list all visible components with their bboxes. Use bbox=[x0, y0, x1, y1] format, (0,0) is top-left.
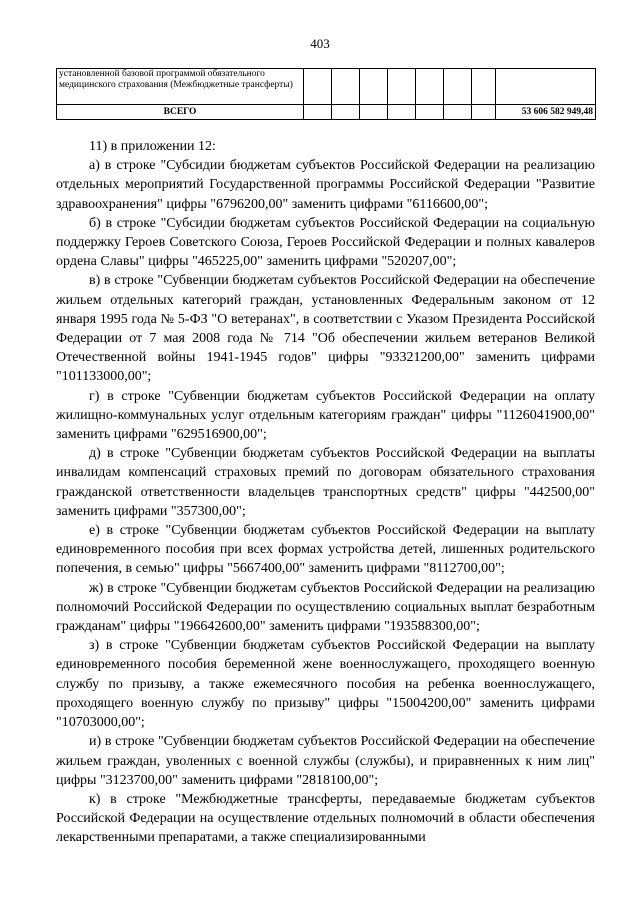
total-value: 53 606 582 949,48 bbox=[496, 105, 596, 120]
table-cell bbox=[388, 105, 416, 120]
table-cell bbox=[472, 105, 496, 120]
page-number: 403 bbox=[310, 36, 330, 51]
table-cell bbox=[304, 105, 332, 120]
table-cell bbox=[444, 105, 472, 120]
amendment-item: д) в строке "Субвенции бюджетам субъектов Российской Федерации на выплаты инвалидам компенсаций страховых премий по договорам обязательного страхования гражданской ответственности владельцев транспортных средств" цифры "442500,00" заменить цифрами "357300,00"; bbox=[56, 446, 595, 519]
amendment-item: б) в строке "Субсидии бюджетам субъектов Российской Федерации на социальную поддержку Героев Советского Союза, Героев Российской Федерации и полных кавалеров ордена Славы" цифры "465225,00" заменить цифрами "520207,00"; bbox=[56, 215, 595, 270]
table-cell bbox=[444, 69, 472, 105]
amendment-item: а) в строке "Субсидии бюджетам субъектов Российской Федерации на реализацию отдельных мероприятий Государственной программы Российской Федерации "Развитие здравоохранения" цифры "6796200,00" заменить цифрами "6116600,00"; bbox=[56, 158, 595, 212]
table-cell bbox=[416, 105, 444, 120]
table-cell bbox=[332, 69, 360, 105]
amendment-item: ж) в строке "Субвенции бюджетам субъектов Российской Федерации на реализацию полномочий Российской Федерации по осуществлению социальных выплат безработным гражданам" цифры "196642600,00" заменить цифрами "193588300,00"; bbox=[56, 580, 595, 635]
total-label: ВСЕГО bbox=[57, 105, 304, 120]
table-row-total bbox=[57, 105, 596, 120]
table-cell bbox=[496, 69, 596, 105]
table-cell bbox=[304, 69, 332, 105]
row-label: установленной базовой программой обязательного медицинского страхования (Межбюджетные трансферты) bbox=[57, 69, 304, 105]
amendment-item: в) в строке "Субвенции бюджетам субъектов Российской Федерации на обеспечение жильем отдельных категорий граждан, установленных Федеральным законом от 12 января 1995 года № 5-ФЗ "О ветеранах", в соответствии с Указом Президента Российской Федерации от 7 мая 2008 года № 714 "Об обеспечении жильем ветеранов Великой Отечественной войны 1941-1945 годов" цифры "93321200,00" заменить цифрами "101133000,00"; bbox=[56, 273, 595, 385]
amendment-text bbox=[56, 137, 595, 848]
table-cell bbox=[472, 69, 496, 105]
section-intro: 11) в приложении 12: bbox=[89, 139, 216, 154]
amendment-item: г) в строке "Субвенции бюджетам субъектов Российской Федерации на оплату жилищно-коммунальных услуг отдельным категориям граждан" цифры "1126041900,00" заменить цифрами "629516900,00"; bbox=[56, 388, 595, 443]
amendment-item: и) в строке "Субвенции бюджетам субъектов Российской Федерации на обеспечение жильем граждан, уволенных с военной службы (службы), и приравненных к ним лиц" цифры "3123700,00" заменить цифрами "2818100,00"; bbox=[56, 734, 595, 788]
table-row bbox=[57, 69, 596, 105]
table-cell bbox=[416, 69, 444, 105]
table-cell bbox=[360, 69, 388, 105]
budget-table bbox=[56, 68, 596, 120]
table-cell bbox=[360, 105, 388, 120]
amendment-item: к) в строке "Межбюджетные трансферты, передаваемые бюджетам субъектов Российской Федерации на осуществление отдельных полномочий в области обеспечения лекарственными препаратами, а также специализированными bbox=[56, 791, 595, 846]
amendment-item: е) в строке "Субвенции бюджетам субъектов Российской Федерации на выплату единовременного пособия при всех формах устройства детей, лишенных родительского попечения, в семью" цифры "5667400,00" заменить цифрами "8112700,00"; bbox=[56, 523, 595, 577]
table-cell bbox=[332, 105, 360, 120]
amendment-item: з) в строке "Субвенции бюджетам субъектов Российской Федерации на выплату единовременного пособия беременной жене военнослужащего, проходящего военную службу по призыву, а также ежемесячного пособия на ребенка военнослужащего, проходящего военную службу по призыву" цифры "15004200,00" заменить цифрами "10703000,00"; bbox=[56, 638, 595, 731]
table-cell bbox=[388, 69, 416, 105]
